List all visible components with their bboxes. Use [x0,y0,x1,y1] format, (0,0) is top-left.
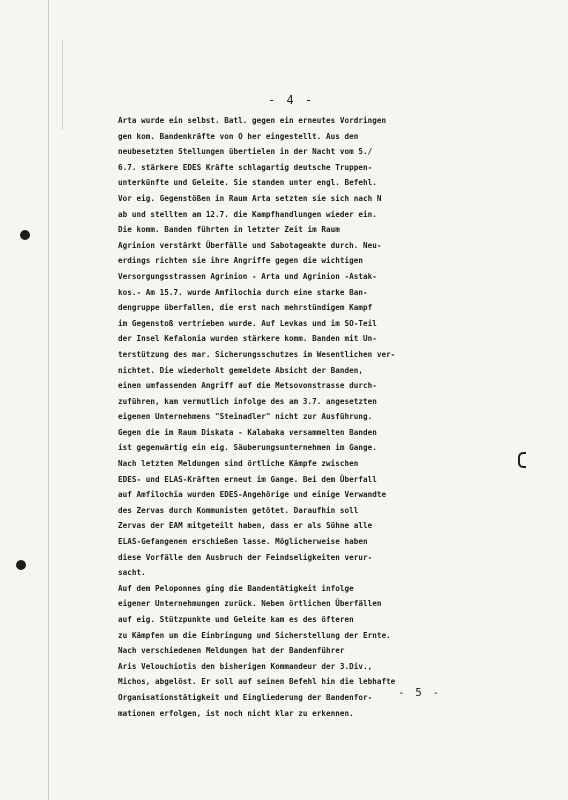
text-line: Versorgungsstrassen Agrinion - Arta und Agrinion -Astak- [118,271,377,281]
text-line: neubesetzten Stellungen übertielen in der Nacht vom 5./ [118,147,373,157]
text-line: Vor eig. Gegenstößen in Raum Arta setzten sie sich nach N [118,193,382,203]
text-line: diese Vorfälle den Ausbruch der Feindseligkeiten verur- [118,552,373,562]
text-line: der Insel Kefalonia wurden stärkere komm. Banden mit Un- [118,334,377,344]
text-line: ELAS-Gefangenen erschießen lasse. Möglicherweise haben [118,537,368,547]
text-line: des Zervas durch Kommunisten getötet. Daraufhin soll [118,505,359,515]
punch-hole [16,560,26,570]
text-line: mationen erfolgen, ist noch nicht klar zu erkennen. [118,708,354,718]
text-line: Nach letzten Meldungen sind örtliche Kämpfe zwischen [118,459,359,469]
text-line: sacht. [118,568,146,578]
next-page-marker: - 5 - [398,686,442,699]
text-line: zuführen, kam vermutlich infolge des am 3.7. angesetzten [118,396,377,406]
text-line: Arta wurde ein selbst. Batl. gegen ein erneutes Vordringen [118,116,387,125]
text-line: eigener Unternehmungen zurück. Neben örtlichen Überfällen [118,599,382,609]
text-line: Zervas der EAM mitgeteilt haben, dass er als Sühne alle [118,521,373,531]
text-line: Gegen die im Raum Diskata - Kalabaka versammelten Banden [118,427,377,437]
typed-report-body [118,113,463,721]
text-line: ist gegenwärtig ein eig. Säuberungsunternehmen im Gange. [118,443,377,453]
text-line: Die komm. Banden führten in letzter Zeit im Raum [118,225,340,235]
text-line: terstützung des mar. Sicherungsschutzes im Wesentlichen ver- [118,349,396,359]
text-line: einen umfassenden Angriff auf die Metsovonstrasse durch- [118,381,377,391]
text-line: ab und stellten am 12.7. die Kampfhandlungen wieder ein. [118,209,377,219]
text-line: EDES- und ELAS-Kräften erneut im Gange. Bei dem Überfall [118,474,377,484]
scan-edge-streak [62,40,63,130]
text-line: Auf dem Peloponnes ging die Bandentätigkeit infolge [118,583,354,593]
text-line: erdings richten sie ihre Angriffe gegen die wichtigen [118,256,363,266]
text-line: Agrinion verstärkt Überfälle und Sabotageakte durch. Neu- [118,240,382,250]
text-line: zu Kämpfen um die Einbringung und Sicherstellung der Ernte. [118,630,391,640]
text-line: Aris Velouchiotis den bisherigen Kommandeur der 3.Div., [118,661,373,671]
text-line: unterkünfte und Geleite. Sie standen unter engl. Befehl. [118,178,377,188]
text-line: kos.- Am 15.7. wurde Amfilochia durch eine starke Ban- [118,287,368,297]
text-line: Michos, abgelöst. Er soll auf seinen Befehl hin die lebhafte [118,677,396,687]
margin-bracket-mark [518,452,526,468]
text-line: nichtet. Die wiederholt gemeldete Absicht der Banden, [118,365,363,375]
text-line: dengruppe überfallen, die erst nach mehrstündigem Kampf [118,303,373,313]
text-line: Organisationstätigkeit und Eingliederung der Bandenfor- [118,692,373,702]
text-line: gen kom. Bandenkräfte von O her eingestellt. Aus den [118,131,359,141]
text-line: Nach verschiedenen Meldungen hat der Bandenführer [118,646,345,656]
scan-edge-streak [48,0,49,800]
text-line: eigenen Unternehmens "Steinadler" nicht zur Ausführung. [118,412,373,422]
text-line: 6.7. stärkere EDES Kräfte schlagartig deutsche Truppen- [118,162,373,172]
text-line: auf Amfilochia wurden EDES-Angehörige und einige Verwandte [118,490,387,500]
page-number: - 4 - [268,93,315,107]
text-line: auf eig. Stützpunkte und Geleite kam es des öfteren [118,615,354,624]
punch-hole [20,230,30,240]
text-line: im Gegenstoß vertrieben wurde. Auf Levkas und im SO-Teil [118,318,377,328]
